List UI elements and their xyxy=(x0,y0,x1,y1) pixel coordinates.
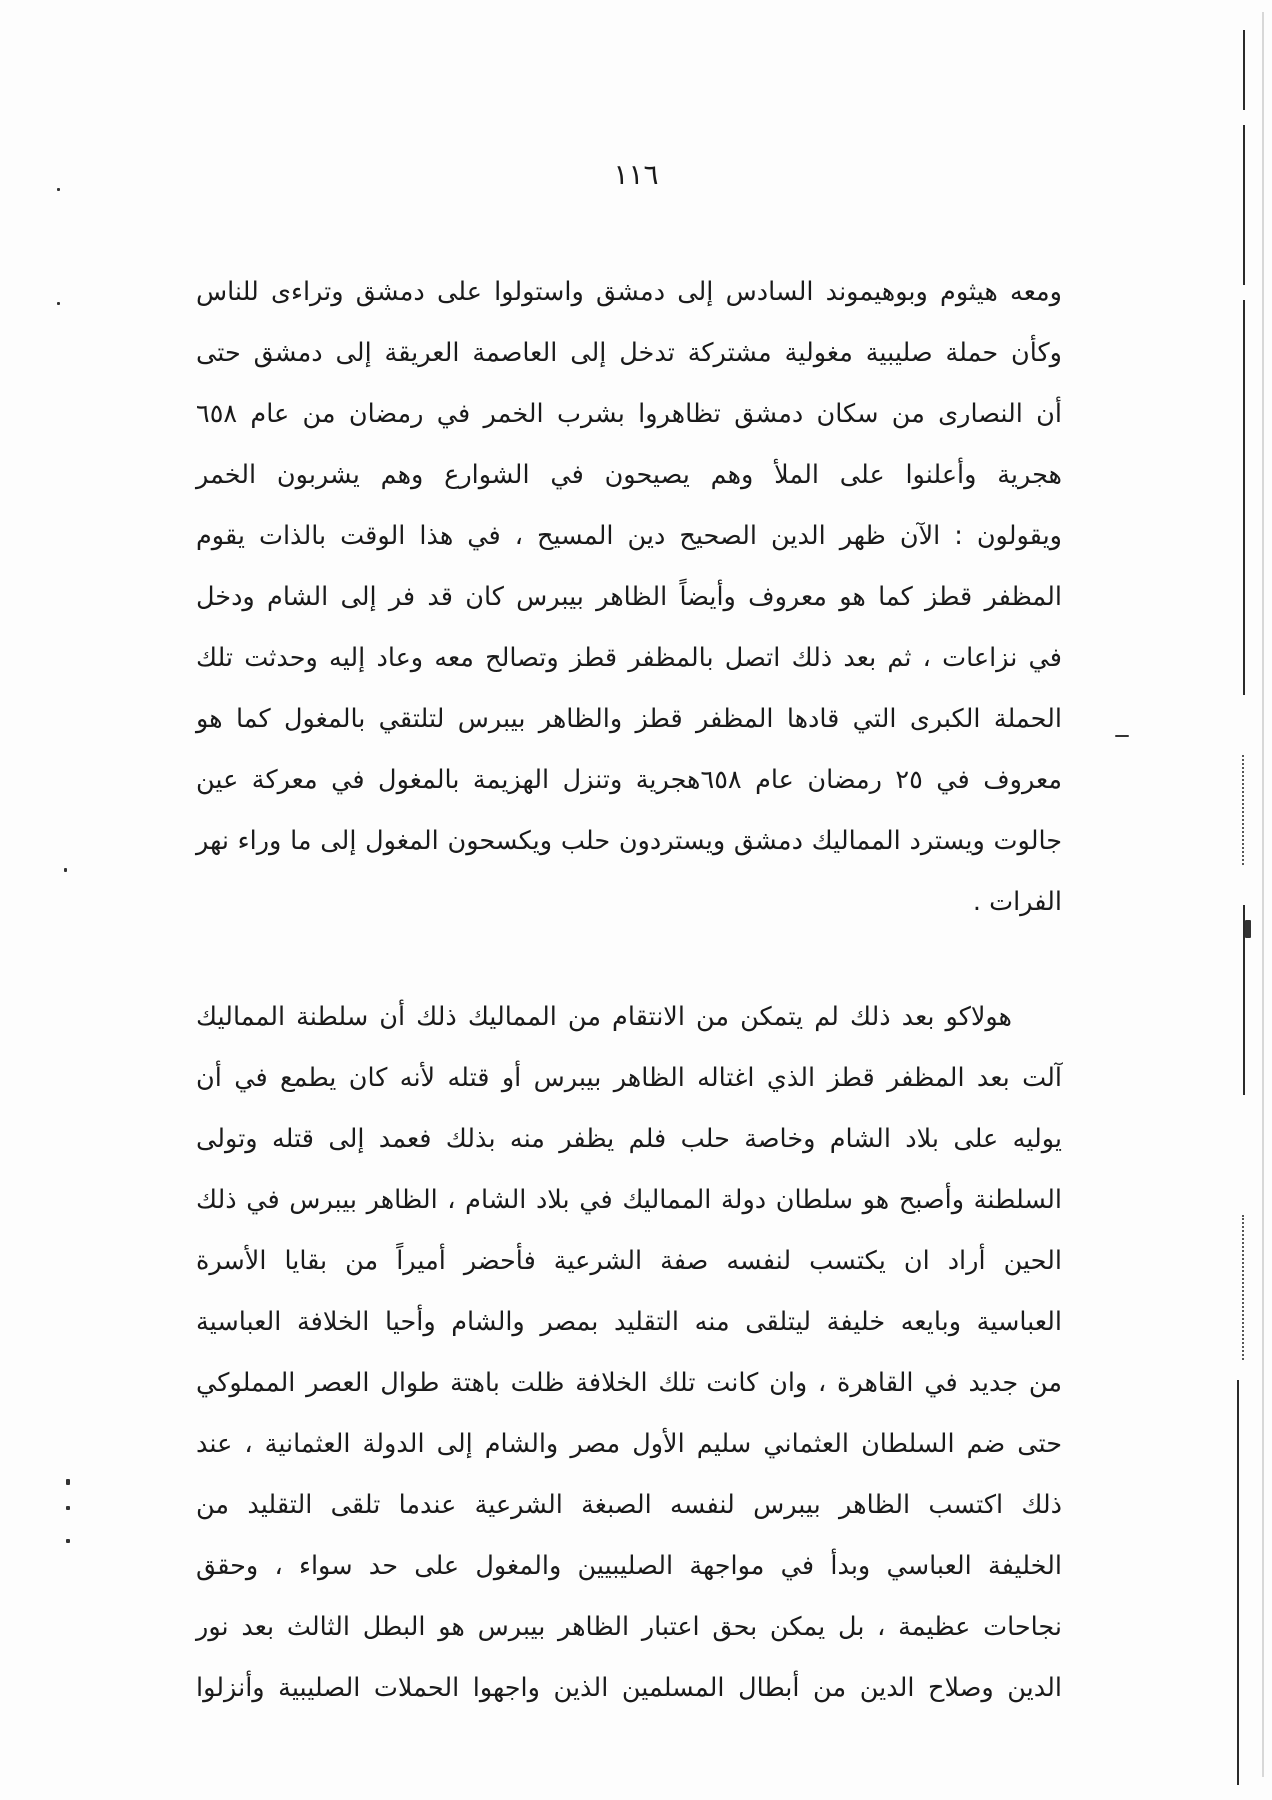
binding-line-dotted xyxy=(1242,1215,1246,1360)
text-line: نجاحات عظيمة ، بل يمكن بحق اعتبار الظاهر بيبرس هو البطل الثالث بعد نور xyxy=(196,1612,1062,1642)
text-line: هولاكو بعد ذلك لم يتمكن من الانتقام من المماليك ذلك أن سلطنة المماليك xyxy=(196,1002,1012,1032)
text-line: آلت بعد المظفر قطز الذي اغتاله الظاهر بيبرس أو قتله لأنه كان يطمع في أن xyxy=(196,1063,1062,1093)
binding-line xyxy=(1237,1380,1239,1785)
binding-line xyxy=(1243,125,1245,285)
scan-speck xyxy=(1115,735,1129,737)
text-line: وكأن حملة صليبية مغولية مشتركة تدخل إلى العاصمة العريقة إلى دمشق حتى xyxy=(196,338,1062,368)
text-line: الحين أراد ان يكتسب لنفسه صفة الشرعية فأحضر أميراً من بقايا الأسرة xyxy=(196,1246,1062,1276)
scan-speck xyxy=(66,1539,70,1543)
text-line: الدين وصلاح الدين من أبطال المسلمين الذين واجهوا الحملات الصليبية وأنزلوا xyxy=(196,1673,1062,1703)
text-line: هجرية وأعلنوا على الملأ وهم يصيحون في الشوارع وهم يشربون الخمر xyxy=(196,460,1062,490)
binding-line xyxy=(1243,300,1245,695)
page-edge-shadow xyxy=(1262,12,1264,1777)
text-line: العباسية وبايعه خليفة ليتلقى منه التقليد بمصر والشام وأحيا الخلافة العباسية xyxy=(196,1307,1062,1337)
text-line: ويقولون : الآن ظهر الدين الصحيح دين المسيح ، في هذا الوقت بالذات يقوم xyxy=(196,521,1062,551)
text-line: معروف في ٢٥ رمضان عام ٦٥٨هجرية وتنزل الهزيمة بالمغول في معركة عين xyxy=(196,765,1062,795)
text-line: ومعه هيثوم وبوهيموند السادس إلى دمشق واستولوا على دمشق وتراءى للناس xyxy=(196,277,1062,307)
scan-speck xyxy=(57,302,60,305)
scan-speck xyxy=(66,1506,70,1510)
text-line: في نزاعات ، ثم بعد ذلك اتصل بالمظفر قطز وتصالح معه وعاد إليه وحدثت تلك xyxy=(196,643,1062,673)
text-line: من جديد في القاهرة ، وان كانت تلك الخلافة ظلت باهتة طوال العصر المملوكي xyxy=(196,1368,1062,1398)
text-line: الحملة الكبرى التي قادها المظفر قطز والظاهر بيبرس لتلتقي بالمغول كما هو xyxy=(196,704,1062,734)
text-line: حتى ضم السلطان العثماني سليم الأول مصر والشام إلى الدولة العثمانية ، عند xyxy=(196,1429,1062,1459)
text-line: المظفر قطز كما هو معروف وأيضاً الظاهر بيبرس كان قد فر إلى الشام ودخل xyxy=(196,582,1062,612)
text-line: جالوت ويسترد المماليك دمشق ويستردون حلب ويكسحون المغول إلى ما وراء نهر xyxy=(196,826,1062,856)
text-line: الفرات . xyxy=(972,887,1062,917)
scan-speck xyxy=(64,868,67,872)
text-line: يوليه على بلاد الشام وخاصة حلب فلم يظفر منه بذلك فعمد إلى قتله وتولى xyxy=(196,1124,1062,1154)
paragraph xyxy=(196,262,1062,933)
text-line: السلطنة وأصبح هو سلطان دولة المماليك في بلاد الشام ، الظاهر بيبرس في ذلك xyxy=(196,1185,1062,1215)
scan-speck xyxy=(1245,920,1251,938)
page-number: ١١٦ xyxy=(613,158,659,191)
binding-line-dotted xyxy=(1242,755,1246,865)
binding-line xyxy=(1243,30,1245,110)
text-line: الخليفة العباسي وبدأ في مواجهة الصليبيين والمغول على حد سواء ، وحقق xyxy=(196,1551,1062,1581)
text-line: أن النصارى من سكان دمشق تظاهروا بشرب الخمر في رمضان من عام ٦٥٨ xyxy=(196,399,1062,429)
paragraph xyxy=(196,987,1062,1719)
scan-speck xyxy=(66,1479,70,1485)
text-line: ذلك اكتسب الظاهر بيبرس لنفسه الصبغة الشرعية عندما تلقى التقليد من xyxy=(196,1490,1062,1520)
